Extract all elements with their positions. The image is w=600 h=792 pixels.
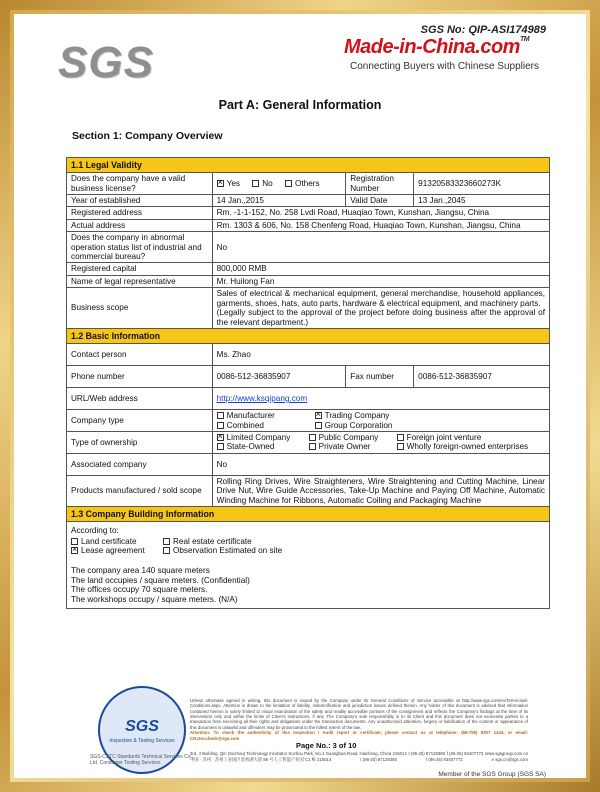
label-valid-license: Does the company have a valid business license? [67,173,213,195]
company-overview-table [66,157,550,609]
value-products: Rolling Ring Drives, Wire Straighteners, Wire Straightening and Cutting Machine, Linear Drive Nut, Wire Guide Accessories, Take-Up Machine and Paying Off Machine, Automatic Winding Machine for Ribbons, Automatic Coiling and Packaging Machine [212,475,549,506]
seal-logo: SGS [125,718,159,735]
label-contact-person: Contact person [67,344,213,366]
band-building-information: 1.3 Company Building Information [67,507,550,522]
checkbox-real-estate-icon[interactable] [163,538,170,545]
value-fax: 0086-512-36835907 [414,366,550,388]
row-registered-capital [67,263,550,275]
row-building [67,522,550,609]
company-area: The company area 140 square meters [71,566,210,576]
row-ownership [67,431,550,453]
building-info-cell: According to: Land certificate Real estate certificate ×Lease agreement Observation Estimated on site The company area 140 square meters The land occupies / square meters. (Confidential) The offices occupy 70 square meters. The workshops occupy / square meters. (N/A) [67,522,550,609]
seal-subtitle: Inspection & Testing Services [109,738,175,744]
checkbox-foreign-jv-icon[interactable] [397,434,404,441]
row-valid-license [67,173,550,195]
value-business-scope [212,288,549,329]
value-registered-address: Rm. -1-1-152, No. 258 Lvdi Road, Huaqiao Town, Kunshan, Jiangsu, China [212,207,549,219]
email: e sgs.cn@sgs.com [491,757,528,763]
row-associated [67,453,550,475]
checkbox-yes-icon[interactable] [217,180,224,187]
checkbox-manufacturer-icon[interactable] [217,412,224,419]
checkbox-trading-icon[interactable] [315,412,322,419]
value-abnormal-status: No [212,232,549,263]
row-abnormal-status [67,232,550,263]
label-phone: Phone number [67,366,213,388]
label-abnormal-status: Does the company in abnormal operation status list of industrial and commercial bureau? [67,232,213,263]
checkbox-group-icon[interactable] [315,422,322,429]
checkbox-observation-icon[interactable] [163,547,170,554]
mic-name: Made-in-China.com [344,36,520,58]
member-statement: Member of the SGS Group (SGS SA) [438,771,546,778]
checkbox-combined-icon[interactable] [217,422,224,429]
checkbox-lease-icon[interactable] [71,547,78,554]
value-valid-license: ×Yes No Others [212,173,346,195]
checkbox-limited-icon[interactable] [217,434,224,441]
sgs-report-number: SGS No: QIP-ASI174989 [420,24,546,36]
part-title: Part A: General Information [218,98,382,112]
label-registered-address: Registered address [67,207,213,219]
label-actual-address: Actual address [67,219,213,231]
checkbox-no-icon[interactable] [252,180,259,187]
row-company-type [67,410,550,432]
label-year: Year of established [67,194,213,206]
business-scope-main: Sales of electrical & mechanical equipment, general merchandise, household appliances, garments, shoes, hats, auto parts, hardware & electrical equipment, and machinery parts. [216,289,545,308]
workshops-occupy: The workshops occupy / square meters. (N/A) [71,594,238,604]
label-company-type: Company type [67,410,213,432]
value-valid-date: 13 Jan.,2045 [414,194,550,206]
label-fax: Fax number [346,366,414,388]
mic-tagline: Connecting Buyers with Chinese Suppliers [350,61,539,72]
value-contact-person: Ms. Zhao [212,344,549,366]
row-year [67,194,550,206]
gold-frame-inner [10,10,590,782]
address-en: 3rd, 4 Building, Qin (Suzhou) Technology Incubator Suzhou Park, No.1 Guanghua Road, Haicheng, China 215014 [190,751,407,756]
footer-address [190,751,528,763]
tel-cn: t (86-25) 87128385 [360,757,397,763]
checkbox-wholly-foreign-icon[interactable] [397,443,404,450]
label-registration-number: Registration Number [346,173,414,195]
row-legal-representative [67,275,550,287]
attention-text: Attention: To check the authenticity of this Inspection / Audit report or certificate, please contact us at telephone: (86-755) 8307 1443, or email: CN.Doccheck@sgs.com [190,730,528,741]
value-company-type: Manufacturer× Trading Company Combined Group Corporation [212,410,549,432]
label-associated: Associated company [67,453,213,475]
value-ownership: ×Limited Company Public Company Foreign joint venture State-Owned Private Owner Wholly foreign-owned enterprises [212,431,549,453]
according-to: According to: [71,526,119,536]
row-business-scope [67,288,550,329]
tel-en: t (86-25) 87128385 [408,751,446,756]
made-in-china-logo [344,36,564,96]
page-number: Page No.: 3 of 10 [296,741,357,750]
row-url [67,388,550,410]
report-page [14,14,586,778]
row-phone [67,366,550,388]
row-products [67,475,550,506]
value-registration-number: 91320583323660273K [414,173,550,195]
label-url: URL/Web address [67,388,213,410]
legal-disclaimer [190,698,528,741]
row-contact-person [67,344,550,366]
checkbox-state-owned-icon[interactable] [217,443,224,450]
band-legal-validity: 1.1 Legal Validity [67,158,550,173]
value-legal-representative: Mr. Huilong Fan [212,275,549,287]
label-business-scope: Business scope [67,288,213,329]
row-actual-address [67,219,550,231]
row-registered-address [67,207,550,219]
label-ownership: Type of ownership [67,431,213,453]
website-link[interactable]: http://www.ksqipang.com [216,393,308,403]
sgs-logo: SGS [58,38,154,87]
label-valid-date: Valid Date [346,194,414,206]
mic-logo-title [344,36,564,59]
mic-tm: TM [519,36,530,43]
fax-cn: f (86-25) 83407773 [426,757,463,763]
legal-text: Unless otherwise agreed in writing, this document is issued by the Company under its General Conditions of Service accessible at http://www.sgs.com/en/Terms-and-Conditions.aspx. Attention is drawn to the limitation of liability, indemnification and jurisdiction issues defined therein. Any holder of this document is advised that information contained hereon is solely limited to visual examination of the safety and readily accessible portions of the consignment and reflects the Company's findings at the time of its intervention only and within the limits of Client's instructions, if any. The Company's sole responsibility is to its Client and this document does not exonerate parties to a transaction from exercising all their rights and obligations under the transaction documents. Any unauthorized alteration, forgery or falsification of the content or appearance of this document is unlawful and offenders may be prosecuted to the fullest extent of the law. [190,698,528,730]
band-basic-information: 1.2 Basic Information [67,329,550,344]
value-year: 14 Jan.,2015 [212,194,346,206]
value-associated: No [212,453,549,475]
section-title: Section 1: Company Overview [72,130,223,142]
address-cn: 中国 · 苏州 · 苏州工业园区金鸡湖大道 88 号人工智能产业园 C1 栋 215014 [190,757,332,763]
fax-en: f (86-25) 83407773 [446,751,484,756]
checkbox-private-icon[interactable] [309,443,316,450]
label-registered-capital: Registered capital [67,263,213,275]
seal-caption: SGS-CSTC Standards Technical Services Co., Ltd. Consumer Testing Services [90,754,194,766]
offices-occupy: The offices occupy 70 square meters. [71,585,208,595]
land-occupies: The land occupies / square meters. (Confidential) [71,575,250,585]
label-products: Products manufactured / sold scope [67,475,213,506]
business-scope-note: (Legally subject to the approval of the project before doing business after the approval of the relevant department.) [216,308,545,327]
value-actual-address: Rm. 1303 & 606, No. 158 Chenfeng Road, Huaqiao Town, Kunshan, Jiangsu, China [212,219,549,231]
value-registered-capital: 800,000 RMB [212,263,549,275]
website: www.sgsgroup.com.cn [484,751,528,756]
checkbox-public-icon[interactable] [309,434,316,441]
label-legal-representative: Name of legal representative [67,275,213,287]
checkbox-others-icon[interactable] [285,180,292,187]
value-phone: 0086-512-36835907 [212,366,346,388]
